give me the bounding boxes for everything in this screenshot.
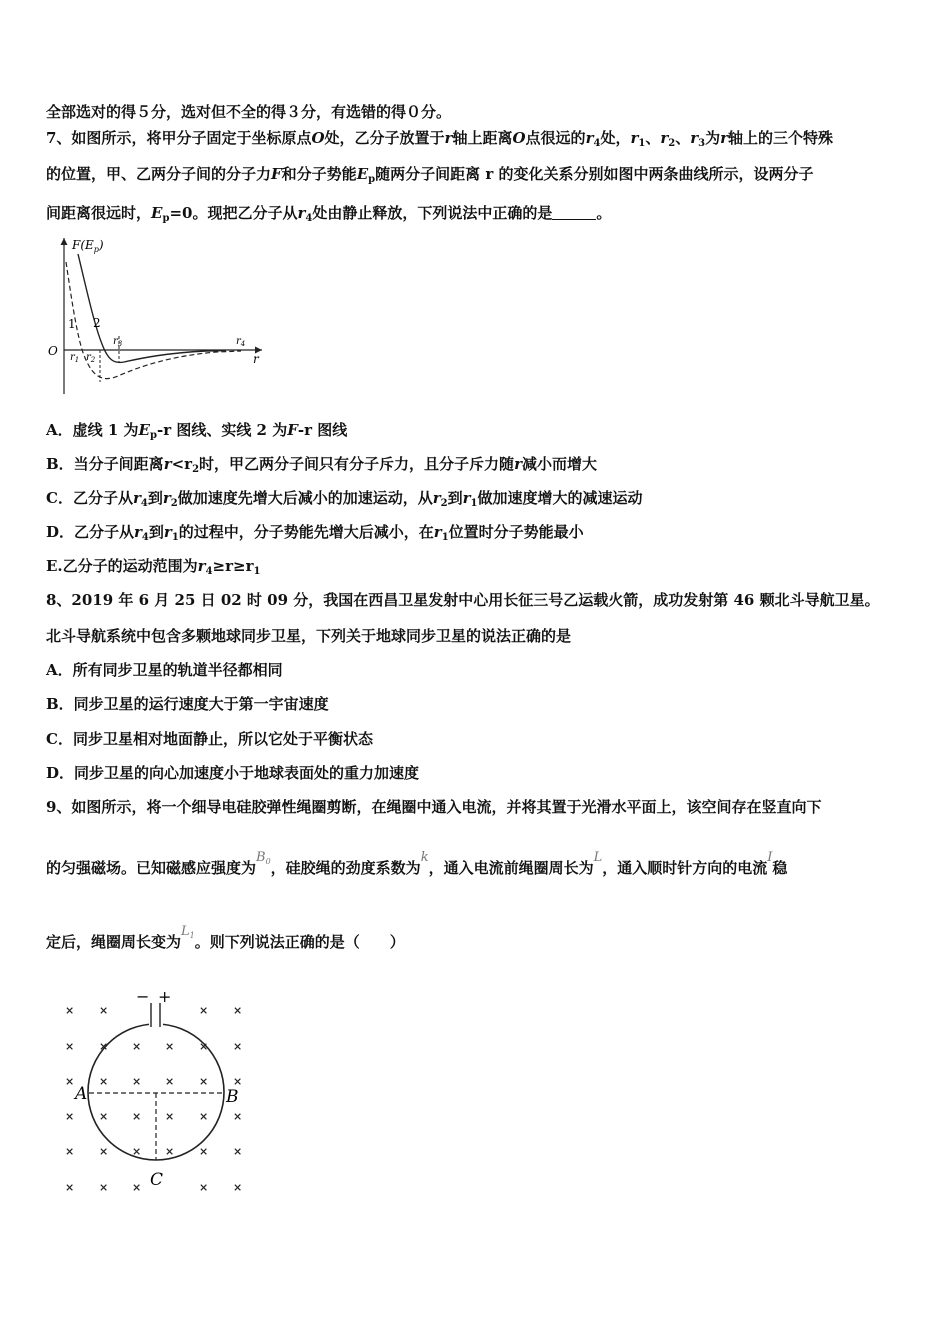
q9-line-3: 定后，绳圈周长变为$L_1$。则下列说法正确的是（ ）: [46, 924, 405, 951]
field-cross: ×: [65, 1110, 75, 1123]
q7-line-1: 7、如图所示，将甲分子固定于坐标原点O处，乙分子放置于r轴上距离O点很远的$r_4$处，$r_1$、$r_2$、$r_3$为r轴上的三个特殊: [46, 129, 834, 149]
curve-2-label: 2: [93, 316, 101, 330]
point-c: C: [150, 1170, 164, 1190]
y-axis-label: $F(E_p)$: [72, 238, 104, 254]
k-symbol: k: [420, 850, 429, 865]
r4-label: $r_4$: [236, 336, 246, 348]
field-cross: ×: [165, 1145, 175, 1158]
field-cross: ×: [99, 1040, 109, 1053]
field-crosses: [65, 1004, 242, 1194]
field-cross: ×: [199, 1040, 209, 1053]
q9-line-1: 9、如图所示，将一个细导电硅胶弹性绳圈剪断，在绳圈中通入电流，并将其置于光滑水平面上，该空间存在竖直向下: [46, 798, 822, 816]
field-cross: ×: [132, 1040, 142, 1053]
field-cross: ×: [233, 1040, 243, 1053]
q7-option-b[interactable]: B．当分子间距离$r<r_2$时，甲乙两分子间只有分子斥力，且分子斥力随r减小而增大: [46, 455, 597, 475]
r1-label: $r_1$: [70, 352, 80, 364]
magnetic-field-loop-figure: [55, 985, 255, 1200]
i-symbol: I: [767, 850, 773, 865]
q7-option-c[interactable]: C．乙分子从$r_4$到$r_2$做加速度先增大后减小的加速运动，从$r_2$到$r_1$做加速度增大的减速运动: [46, 489, 643, 509]
field-cross: ×: [132, 1181, 142, 1194]
q8-option-b[interactable]: B．同步卫星的运行速度大于第一宇宙速度: [46, 695, 329, 713]
q7-line-3: 间距离很远时，$E_p=0$。现把乙分子从$r_4$处由静止释放，下列说法中正确的是 。: [46, 204, 612, 224]
field-cross: ×: [233, 1145, 243, 1158]
curve-2-solid: [78, 254, 226, 362]
curve-1-label: 1: [68, 317, 76, 331]
point-a: A: [75, 1084, 88, 1104]
field-cross: ×: [165, 1110, 175, 1123]
field-cross: ×: [65, 1145, 75, 1158]
field-cross: ×: [199, 1075, 209, 1088]
field-cross: ×: [132, 1075, 142, 1088]
field-cross: ×: [165, 1075, 175, 1088]
l-symbol: L: [593, 850, 603, 865]
field-cross: ×: [233, 1075, 243, 1088]
r2-label: $r_2$: [86, 352, 96, 364]
field-cross: ×: [65, 1075, 75, 1088]
field-cross: ×: [132, 1145, 142, 1158]
force-energy-graph: [46, 232, 272, 398]
q7-option-e[interactable]: E.乙分子的运动范围为$r_4\ge r\ge r_1$: [46, 557, 261, 577]
field-cross: ×: [65, 1040, 75, 1053]
plus-sign: +: [158, 987, 172, 1006]
origin-label: O: [48, 344, 58, 358]
l1-symbol: $L_1$: [181, 924, 195, 940]
field-cross: ×: [233, 1181, 243, 1194]
field-cross: ×: [199, 1181, 209, 1194]
x-axis-label: r: [253, 352, 259, 366]
q8-option-c[interactable]: C．同步卫星相对地面静止，所以它处于平衡状态: [46, 730, 373, 748]
field-cross: ×: [199, 1145, 209, 1158]
q8-line-1: 8、2019 年 6 月 25 日 02 时 09 分，我国在西昌卫星发射中心用长征三号乙运载火箭，成功发射第 46 颗北斗导航卫星。: [46, 591, 880, 609]
q8-line-2: 北斗导航系统中包含多颗地球同步卫星，下列关于地球同步卫星的说法正确的是: [46, 627, 572, 645]
elastic-loop: [88, 1024, 224, 1160]
field-cross: ×: [233, 1004, 243, 1017]
field-cross: ×: [199, 1110, 209, 1123]
field-cross: ×: [99, 1145, 109, 1158]
field-cross: ×: [233, 1110, 243, 1123]
field-cross: ×: [99, 1004, 109, 1017]
q7-option-a[interactable]: A．虚线 1 为$E_p-r$ 图线、实线 2 为F-r 图线: [46, 421, 348, 441]
scoring-note: 全部选对的得５分，选对但不全的得３分，有选错的得０分。: [46, 103, 452, 121]
field-cross: ×: [65, 1181, 75, 1194]
q7-option-d[interactable]: D．乙分子从$r_4$到$r_1$的过程中，分子势能先增大后减小，在$r_1$位置时分子势能最小: [46, 523, 584, 543]
b0-symbol: $B_0$: [256, 850, 271, 866]
q8-option-d[interactable]: D．同步卫星的向心加速度小于地球表面处的重力加速度: [46, 764, 420, 782]
point-b: B: [226, 1087, 239, 1107]
field-cross: ×: [132, 1110, 142, 1123]
field-cross: ×: [65, 1004, 75, 1017]
field-cross: ×: [199, 1004, 209, 1017]
minus-sign: −: [136, 987, 150, 1006]
q7-line-2: 的位置，甲、乙两分子间的分子力F和分子势能$E_p$随两分子间距离 r 的变化关系分别如图中两条曲线所示，设两分子: [46, 165, 814, 185]
q9-line-2: 的匀强磁场。已知磁感应强度为$B_0$，硅胶绳的劲度系数为k，通入电流前绳圈周长为L，通入顺时针方向的电流I稳: [46, 850, 788, 877]
field-cross: ×: [99, 1110, 109, 1123]
q8-option-a[interactable]: A．所有同步卫星的轨道半径都相同: [46, 661, 283, 679]
field-cross: ×: [165, 1040, 175, 1053]
r3-label: $r_3$: [113, 336, 123, 348]
field-cross: ×: [99, 1075, 109, 1088]
field-cross: ×: [99, 1181, 109, 1194]
answer-blank[interactable]: [552, 205, 596, 220]
